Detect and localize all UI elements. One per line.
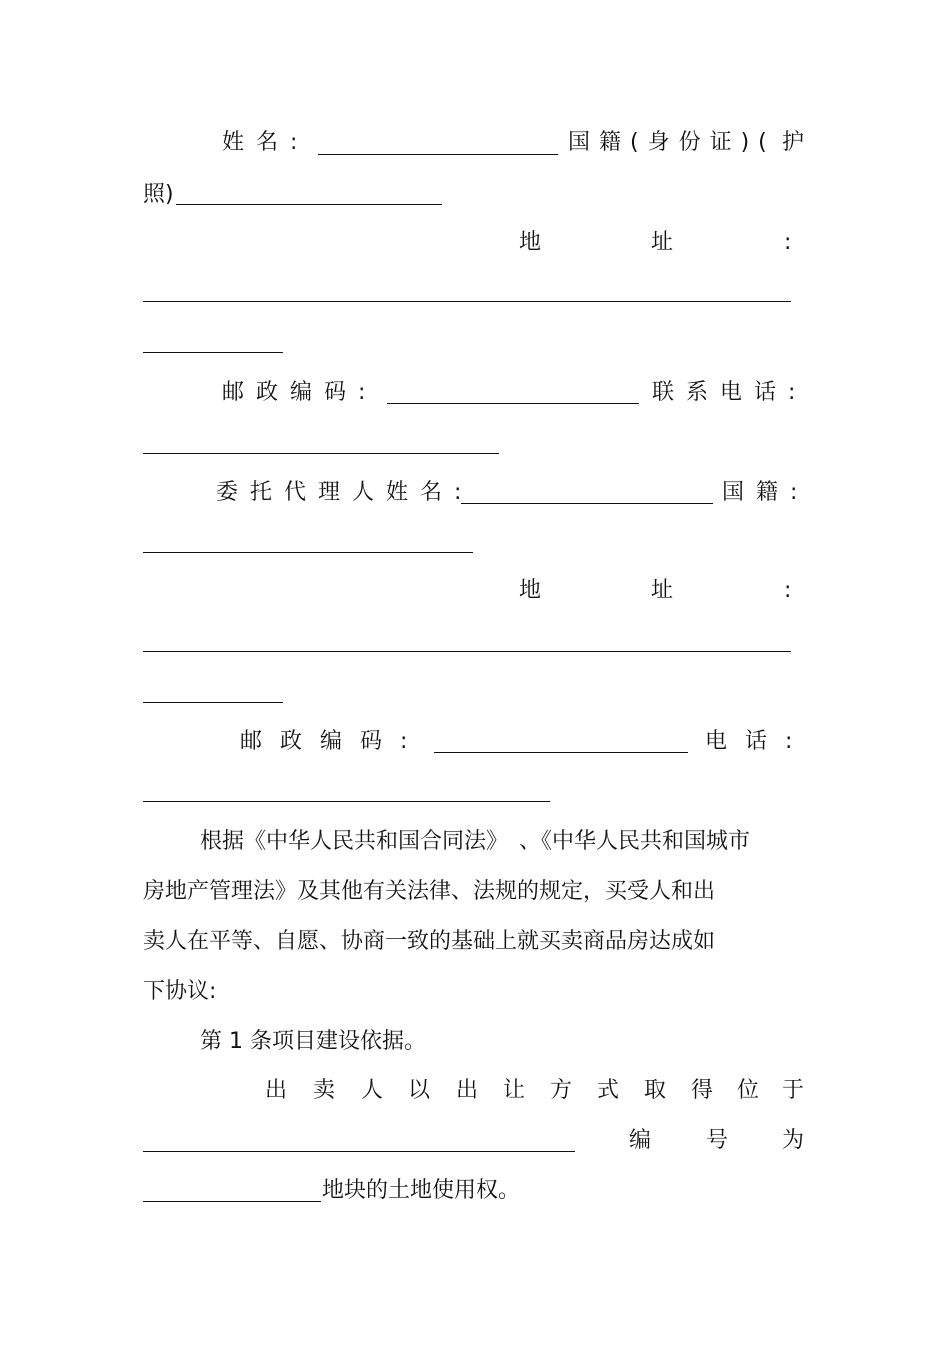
- article1-char-8: 式: [597, 1078, 620, 1103]
- para1-line1: 根据《中华人民共和国合同法》 、《中华人民共和国城市: [200, 829, 751, 854]
- agent-name-field[interactable]: [461, 503, 713, 504]
- agent-nationality-label: 国籍:: [722, 480, 810, 505]
- buyer-passport-label-end: 护: [782, 130, 805, 155]
- agent-name-label: 委托代理人姓名:: [216, 480, 474, 505]
- article1-char-4: 以: [408, 1078, 431, 1103]
- agent-phone-field[interactable]: [143, 801, 550, 802]
- agent-nationality-field[interactable]: [143, 552, 473, 553]
- article-1-heading: 第 1 条项目建设依据。: [200, 1029, 426, 1054]
- para1-line3: 卖人在平等、自愿、协商一致的基础上就买卖商品房达成如: [143, 929, 716, 954]
- article1-char-11: 位: [737, 1078, 760, 1103]
- buyer-name-field[interactable]: [318, 154, 558, 155]
- agent-address-field-line1[interactable]: [143, 651, 791, 652]
- location-field[interactable]: [143, 1151, 575, 1152]
- agent-address-colon: :: [784, 578, 792, 603]
- land-use-text: 地块的土地使用权。: [322, 1178, 521, 1203]
- buyer-passport-label: 照): [143, 182, 174, 207]
- agent-postal-field[interactable]: [434, 752, 688, 753]
- article1-char-10: 得: [691, 1078, 714, 1103]
- plot-number-field[interactable]: [143, 1201, 321, 1202]
- buyer-name-label: 姓名:: [222, 130, 310, 155]
- article1-char-7: 方: [550, 1078, 573, 1103]
- article1-char-3: 人: [361, 1078, 384, 1103]
- agent-address-field-line2[interactable]: [143, 702, 283, 703]
- agent-address-char-1: 地: [519, 578, 542, 603]
- agent-address-char-2: 址: [651, 578, 674, 603]
- para1-line4: 下协议:: [143, 979, 217, 1004]
- buyer-address-char-1: 地: [519, 230, 542, 255]
- buyer-passport-field[interactable]: [176, 204, 442, 205]
- buyer-postal-label: 邮政编码:: [222, 380, 378, 405]
- number-char-2: 号: [706, 1128, 729, 1153]
- buyer-address-field-line2[interactable]: [143, 352, 283, 353]
- buyer-postal-field[interactable]: [387, 403, 639, 404]
- buyer-address-char-2: 址: [651, 230, 674, 255]
- buyer-address-field-line1[interactable]: [143, 301, 791, 302]
- article1-char-12: 于: [782, 1078, 805, 1103]
- article1-char-1: 出: [265, 1078, 288, 1103]
- buyer-address-colon: :: [784, 230, 792, 255]
- agent-postal-label: 邮政编码:: [240, 729, 426, 754]
- para1-line2: 房地产管理法》及其他有关法律、法规的规定，买受人和出: [143, 879, 716, 904]
- buyer-phone-label: 联系电话:: [652, 380, 808, 405]
- number-char-1: 编: [629, 1128, 652, 1153]
- article1-char-6: 让: [503, 1078, 526, 1103]
- agent-phone-label: 电话:: [705, 729, 811, 754]
- article1-char-2: 卖: [313, 1078, 336, 1103]
- buyer-nationality-label: 国籍(身份证)(: [568, 130, 776, 155]
- article1-char-5: 出: [456, 1078, 479, 1103]
- buyer-phone-field[interactable]: [143, 453, 499, 454]
- number-char-3: 为: [782, 1128, 805, 1153]
- article1-char-9: 取: [644, 1078, 667, 1103]
